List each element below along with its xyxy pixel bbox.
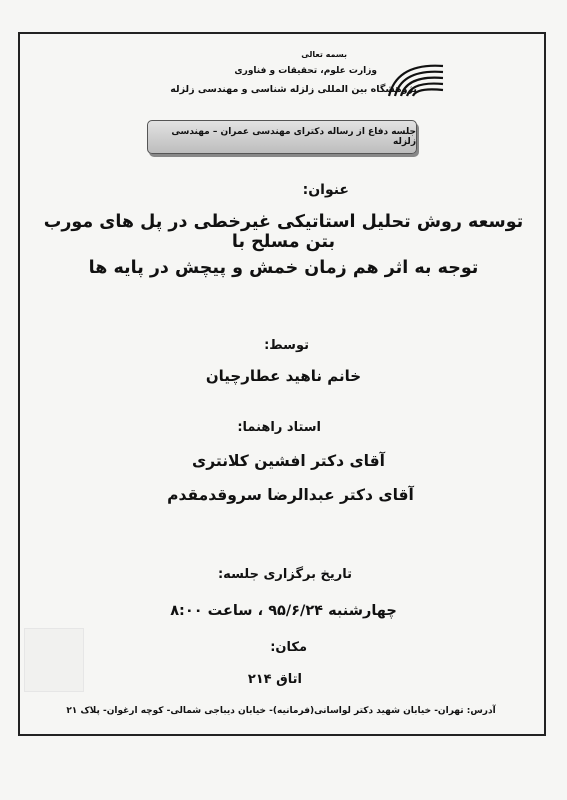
session-banner: [147, 120, 417, 154]
thesis-title-line-1: توسعه روش تحلیل استاتیکی غیرخطی در پل های مورب بتن مسلح با: [43, 212, 524, 252]
institute-name: پژوهشگاه بین المللی زلزله شناسی و مهندسی زلزله: [170, 84, 417, 95]
room-number: اتاق ۲۱۴: [247, 672, 302, 687]
advisor-name-1: آقای دکتر افشین کلانتری: [192, 452, 385, 470]
title-label: عنوان:: [302, 182, 349, 198]
author-label: توسط:: [264, 338, 309, 353]
bismillah: بسمه تعالی: [301, 50, 347, 59]
session-label: جلسه دفاع از رساله دکترای مهندسی عمران – مهندسی زلزله: [171, 127, 416, 147]
author-name: خانم ناهید عطارچیان: [205, 367, 362, 385]
advisor-label: استاد راهنما:: [237, 420, 321, 435]
header: [157, 50, 417, 95]
schedule-label: تاریخ برگزاری جلسه:: [217, 567, 352, 582]
advisor-name-2: آقای دکتر عبدالرضا سروقدمقدم: [167, 486, 414, 504]
ministry-name: وزارت علوم، تحقیقات و فناوری: [234, 66, 377, 76]
institute-logo-icon: [385, 58, 447, 98]
place-label: مکان:: [270, 640, 307, 655]
thesis-title-line-2: توجه به اثر هم زمان خمش و پیچش در پایه ها: [88, 258, 479, 278]
scan-artifact: [24, 628, 84, 692]
schedule-value: چهارشنبه ۹۵/۶/۲۴ ، ساعت ۸:۰۰: [170, 603, 397, 619]
address-line: آدرس: تهران- خیابان شهید دکتر لواسانی(فرمانیه)- خیابان دیباجی شمالی- کوچه ارغوان- پلاک ۲۱: [66, 706, 496, 716]
